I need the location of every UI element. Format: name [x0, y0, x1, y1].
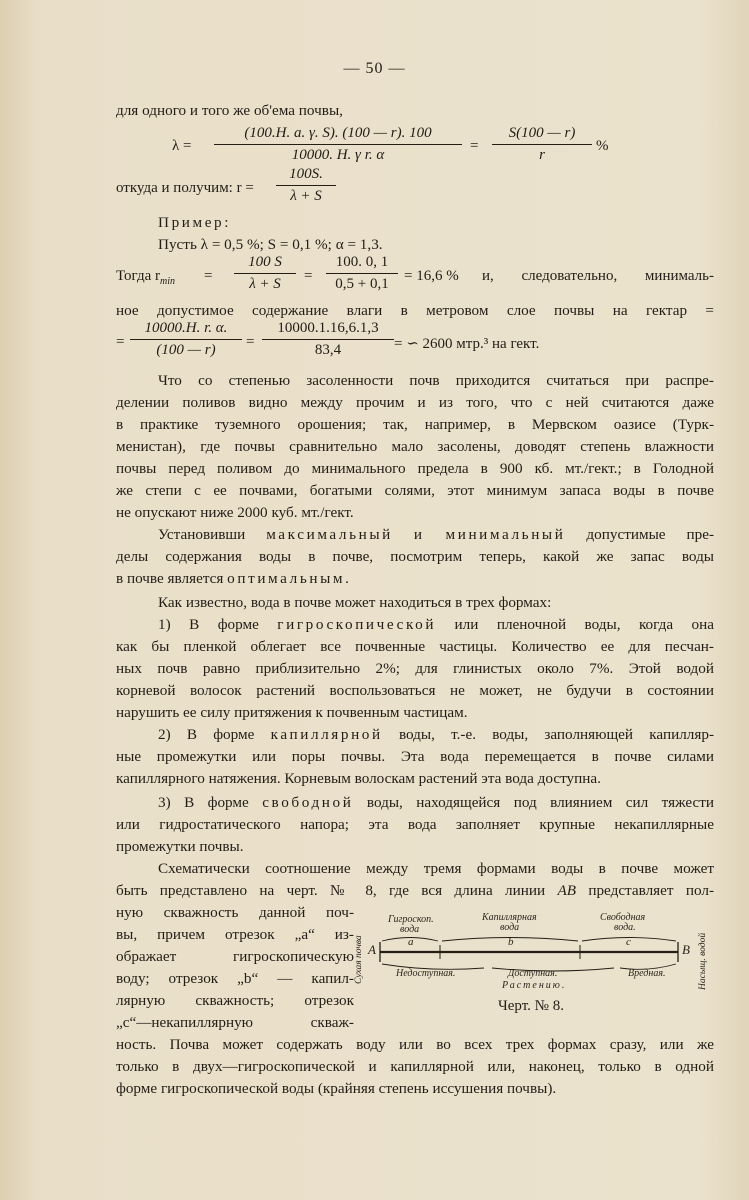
para2-l1-c: и: [413, 526, 425, 543]
formula-lambda-eq2: =: [470, 138, 479, 154]
point-a: A: [368, 942, 376, 957]
label-available: Доступная.: [508, 968, 558, 979]
formula-rmin-result: = 16,6 %: [404, 268, 459, 284]
paragraph-line: ных почв равно приблизительно 2%; для глинистых около 7%. Этой водой: [116, 660, 714, 677]
paragraph-line: корневой волосок растений воспользоваться не может, не будучи в состоянии: [116, 682, 714, 699]
item2-l1-c: воды, т.-е. воды, заполняющей капилляр-: [398, 726, 715, 743]
paragraph-line: ображает гигроскопическую: [116, 948, 354, 965]
formula-lambda-num1: (100.H. a. γ. S). (100 — r). 100: [244, 125, 432, 141]
label-unavailable: Недоступная.: [396, 968, 456, 979]
formula-lambda-den1: 10000. H. γ r. α: [214, 144, 462, 164]
formula-r-fraction: [276, 166, 336, 205]
point-b: B: [682, 942, 690, 957]
para2-l1-a: Установивши: [158, 526, 246, 543]
paragraph-line: [116, 880, 714, 902]
item1-l1-c: или пленочной воды, когда она: [454, 616, 714, 633]
item2-l1-a: 2) В форме: [158, 726, 255, 743]
paragraph-line: ные промежутки или поры почвы. Эта вода перемещается в почве силами: [116, 748, 714, 765]
formula-rmin-num2: 100. 0, 1: [335, 254, 389, 270]
para4-l2-a: быть представлено на черт. № 8, где вся длина линии: [116, 882, 546, 899]
segment-c: c: [626, 936, 631, 948]
formula-lambda-num2: S(100 — r): [508, 125, 576, 141]
paragraph-line: ность. Почва может содержать воду или во всех трех формах сразу, или же: [116, 1036, 714, 1053]
paragraph-line: [116, 792, 714, 814]
formula-lambda-unit: %: [596, 138, 609, 154]
formula-ha-den2: 83,4: [262, 339, 394, 359]
para2-l1-d: минимальный: [445, 526, 566, 543]
item1-l1-a: 1) В форме: [158, 616, 259, 633]
formula-rmin-eq2: =: [304, 268, 313, 284]
formula-ha-den1: (100 — r): [130, 339, 242, 359]
segment-a: a: [408, 936, 414, 948]
formula-rmin-eq1: =: [204, 268, 213, 284]
paragraph-line: [116, 524, 714, 546]
formula-lambda-den2: r: [492, 144, 592, 164]
paragraph-line: форме гигроскопической воды (крайняя степень иссушения почвы).: [116, 1080, 557, 1097]
example-let: Пусть λ = 0,5 %; S = 0,1 %; α = 1,3.: [158, 236, 383, 253]
paragraph-line: лярную скважность; отрезок: [116, 992, 354, 1009]
paragraph-line: промежутки почвы.: [116, 838, 244, 855]
paragraph-line: же степи с ее почвами, богатыми солями, этот минимум запаса воды в почве: [116, 482, 714, 499]
para4-l2-ab: AB: [557, 882, 576, 899]
paragraph-line: почвы перед поливом до минимального предела в 900 кб. мт./гект.; в Голодной: [116, 460, 714, 477]
paragraph-line: менистан), где почвы сравнительно мало засолены, доводят степень влажности: [116, 438, 714, 455]
paragraph-line: Схематически соотношение между тремя формами воды в почве может: [158, 860, 714, 877]
paragraph-line: как бы пленкой облегает все почвенные частицы. Количество ее для песчан-: [116, 638, 714, 655]
paragraph-line: делы содержания воды в почве, посмотрим теперь, какой же запас воды: [116, 548, 714, 565]
item2-l1-b: капиллярной: [270, 726, 383, 743]
formula-rmin-num1: 100 S: [248, 254, 282, 270]
paragraph-line: нарушить ее силу притяжения к почвенным частицам.: [116, 704, 468, 721]
para2-l3-b: оптимальным.: [227, 570, 352, 587]
label-saturated: Насыщ. водой: [698, 932, 708, 990]
label-to-plants: Растению.: [502, 980, 567, 991]
paragraph-line: „c“—некапиллярную скваж-: [116, 1014, 354, 1031]
formula-r-num: 100S.: [289, 166, 323, 182]
label-free-2: вода.: [614, 922, 636, 933]
formula-r-den: λ + S: [276, 185, 336, 205]
formula-ha-fraction2: [262, 320, 394, 359]
item3-l1-c: воды, находящейся под влиянием сил тяжести: [366, 794, 715, 811]
formula-lambda-fraction2: [492, 125, 592, 164]
item1-l1-b: гигроскопической: [277, 616, 437, 633]
paragraph-line: капиллярного натяжения. Корневым волоскам растений эта вода доступна.: [116, 770, 601, 787]
paragraph-line: вы, причем отрезок „a“ из-: [116, 926, 354, 943]
label-cap: Капиллярная: [482, 912, 537, 923]
intro-line: для одного и того же об'ема почвы,: [116, 102, 343, 119]
label-harmful: Вредная.: [628, 968, 666, 979]
paragraph-line: в практике туземного орошения; так, например, в Мервском оазисе (Турк-: [116, 416, 714, 433]
formula-rmin-sub: min: [159, 276, 175, 287]
para4-l2-b: представляет пол-: [588, 882, 715, 899]
paragraph-line: Что со степенью засоленности почв приходится считаться при распре-: [158, 372, 714, 389]
formula-ha-num1: 10000.H. r. α.: [144, 320, 228, 336]
paragraph-line: не опускают ниже 2000 куб. мт./гект.: [116, 504, 354, 521]
item3-l1-a: 3) В форме: [158, 794, 249, 811]
example-heading: Пример:: [158, 214, 232, 231]
segment-b: b: [508, 936, 514, 948]
formula-rmin-den2: 0,5 + 0,1: [326, 273, 398, 293]
paragraph-line: ную скважность данной поч-: [116, 904, 354, 921]
line-min-content: ное допустимое содержание влаги в метровом слое почвы на гектар =: [116, 302, 714, 319]
label-free: Свободная: [600, 912, 646, 923]
formula-ha-eq0: =: [116, 334, 125, 350]
figure-caption: Черт. № 8.: [498, 998, 564, 1014]
paragraph-line: [116, 724, 714, 746]
label-dry-soil: Сухая почва: [354, 935, 364, 984]
para2-l3-a: в почве является: [116, 570, 224, 587]
paragraph-line: делении поливов видно между прочим и из того, что с ней считаются даже: [116, 394, 714, 411]
page-number: — 50 —: [343, 60, 406, 77]
formula-rmin-fraction1: [234, 254, 296, 293]
label-hygro: Гигроскоп.: [388, 914, 434, 925]
formula-rmin-prefix-text: Тогда r: [116, 268, 160, 284]
label-cap-2: вода: [500, 922, 520, 933]
paragraph-line: [116, 614, 714, 636]
formula-rmin-fraction2: [326, 254, 398, 293]
para2-l1-e: допустимые пре-: [586, 526, 714, 543]
formula-ha-fraction1: [130, 320, 242, 359]
formula-rmin-den1: λ + S: [234, 273, 296, 293]
paragraph-line: воду; отрезок „b“ — капил-: [116, 970, 354, 987]
paragraph-line: [116, 568, 714, 590]
item3-l1-b: свободной: [262, 794, 354, 811]
formula-lambda-fraction1: [214, 125, 462, 164]
formula-ha-result: = ∽ 2600 мтр.³ на гект.: [394, 336, 540, 352]
para2-l1-b: максимальный: [266, 526, 393, 543]
formula-r-prefix: откуда и получим: r =: [116, 180, 254, 196]
paragraph-line: только в двух—гигроскопической и капиллярной или, наконец, только в одной: [116, 1058, 714, 1075]
formula-lambda-lhs: λ =: [172, 138, 192, 154]
formula-ha-eq1: =: [246, 334, 255, 350]
formula-rmin-rest: и, следовательно, минималь-: [482, 268, 714, 284]
label-hygro-2: вода: [400, 924, 420, 935]
formula-ha-num2: 10000.1.16,6.1,3: [277, 320, 379, 336]
paragraph-line: или гидростатического напора; эта вода заполняет крупные некапиллярные: [116, 816, 714, 833]
paragraph-three-forms: Как известно, вода в почве может находиться в трех формах:: [158, 594, 552, 611]
formula-rmin-prefix: [116, 268, 175, 287]
